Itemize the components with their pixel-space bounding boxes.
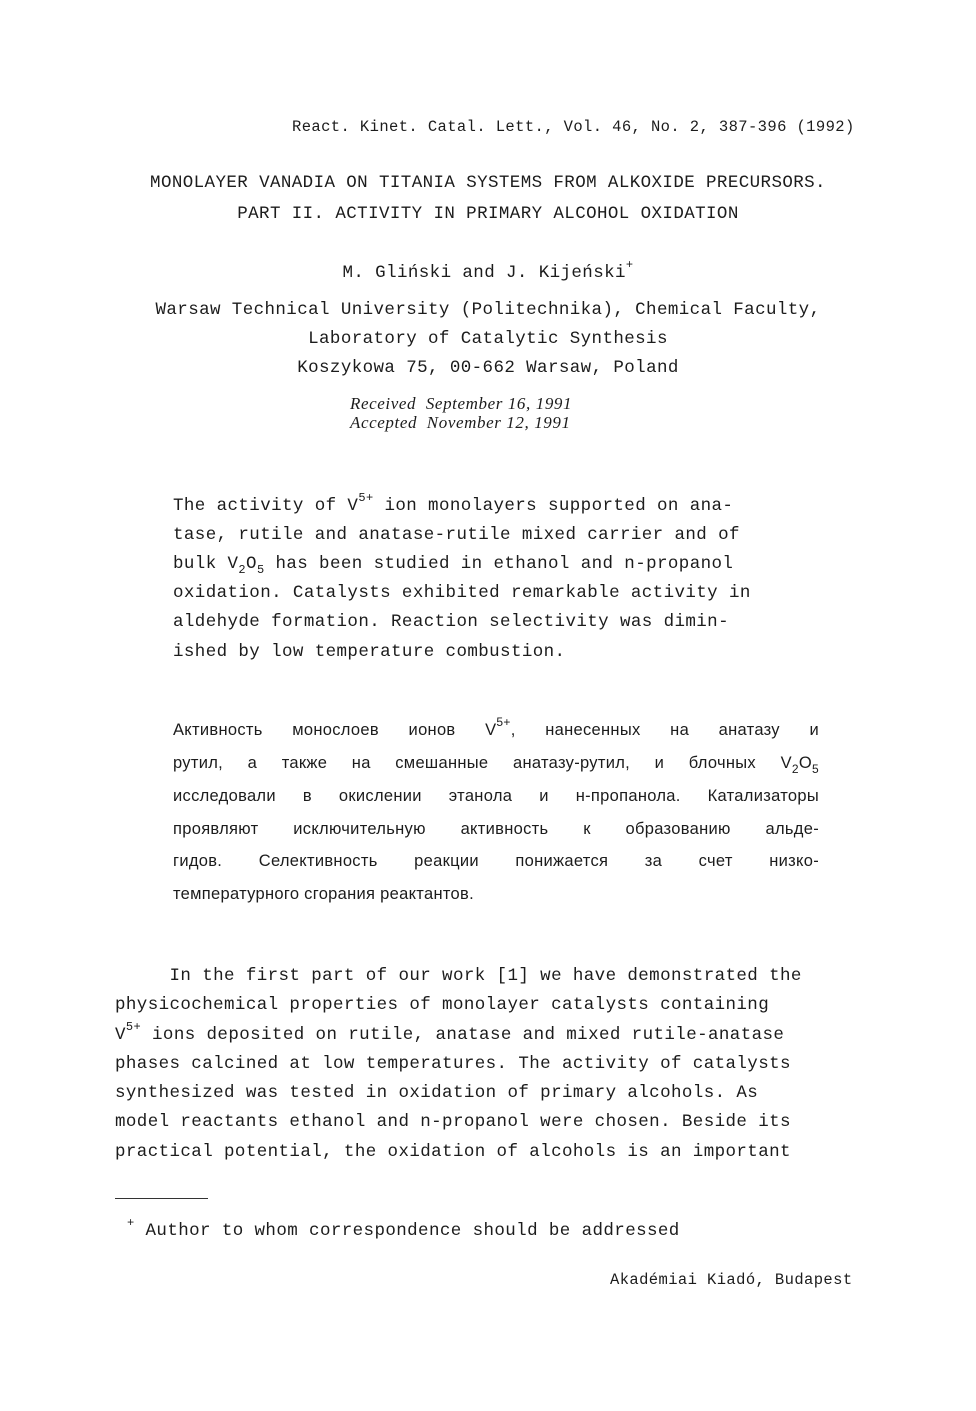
body-line: synthesized was tested in oxidation of primary alcohols. As [115,1083,759,1103]
text-span: bulk V [173,554,239,574]
text-span: O [246,554,257,574]
abstract-en-line: tase, rutile and anatase-rutile mixed carrier and of [173,525,740,545]
body-line: phases calcined at low temperatures. The activity of catalysts [115,1054,791,1074]
authors [0,258,976,283]
text-span: V [115,1025,126,1045]
affiliation-line-2: Laboratory of Catalytic Synthesis [308,329,668,349]
journal-citation: React. Kinet. Catal. Lett., Vol. 46, No. 2, 387-396 (1992) [292,118,855,136]
abstract-en-line [173,554,734,577]
subscript: 2 [791,762,799,776]
body-text [115,966,875,1166]
affiliation-line-3: Koszykowa 75, 00-662 Warsaw, Poland [297,358,679,378]
text-span: ion monolayers supported on ana- [373,496,734,516]
abstract-russian [173,715,819,911]
footnote-divider [115,1198,208,1199]
superscript: 5+ [125,1020,142,1034]
abstract-en-line [173,491,734,516]
footnote [127,1216,680,1241]
body-line: model reactants ethanol and n-propanol were chosen. Beside its [115,1112,791,1132]
abstract-ru-line [173,715,819,740]
affiliation-line-1: Warsaw Technical University (Politechnika), Chemical Faculty, [155,300,821,320]
abstract-ru-line [173,754,819,776]
text-span: рутил, а также на смешанные анатазу-рутил, и блочных V [173,754,792,772]
publisher: Akadémiai Kiadó, Budapest [610,1271,853,1289]
author-names: M. Gliński and J. Kijeński [342,263,626,283]
received-date: Received September 16, 1991 [350,394,573,413]
text-span: , нанесенных на анатазу и [510,721,819,739]
superscript: 5+ [358,491,374,505]
abstract-ru-line: исследовали в окислении этанола и н-пропанола. Катализаторы [173,787,819,805]
footnote-mark: + [127,1216,135,1230]
body-line: In the first part of our work [1] we have demonstrated the [115,966,802,986]
subscript: 5 [812,762,819,776]
text-span: O [798,754,813,772]
title-line-2: PART II. ACTIVITY IN PRIMARY ALCOHOL OXIDATION [237,204,739,224]
body-line [115,1020,785,1045]
footnote-text: Author to whom correspondence should be addressed [145,1221,680,1241]
abstract-en-line: aldehyde formation. Reaction selectivity was dimin- [173,612,729,632]
abstract-english [173,491,813,676]
accepted-date: Accepted November 12, 1991 [350,413,571,432]
subscript: 5 [256,563,265,577]
text-span: The activity of V [173,496,359,516]
text-span: ions deposited on rutile, anatase and mixed rutile-anatase [141,1025,785,1045]
superscript: 5+ [496,715,511,729]
text-span: Активность монослоев ионов V [173,721,497,739]
title-line-1: MONOLAYER VANADIA ON TITANIA SYSTEMS FROM ALKOXIDE PRECURSORS. [150,173,826,193]
text-span: has been studied in ethanol and n-propanol [264,554,734,574]
body-line: practical potential, the oxidation of alcohols is an important [115,1142,791,1162]
abstract-ru-line: проявляют исключительную активность к образованию альде- [173,820,819,838]
abstract-en-line: oxidation. Catalysts exhibited remarkable activity in [173,583,751,603]
abstract-ru-line: гидов. Селективность реакции понижается за счет низко- [173,852,819,870]
body-line: physicochemical properties of monolayer catalysts containing [115,995,770,1015]
abstract-en-line: ished by low temperature combustion. [173,642,566,662]
corresponding-author-mark: + [625,258,634,272]
abstract-ru-line: температурного сгорания реактантов. [173,885,474,903]
subscript: 2 [238,563,247,577]
